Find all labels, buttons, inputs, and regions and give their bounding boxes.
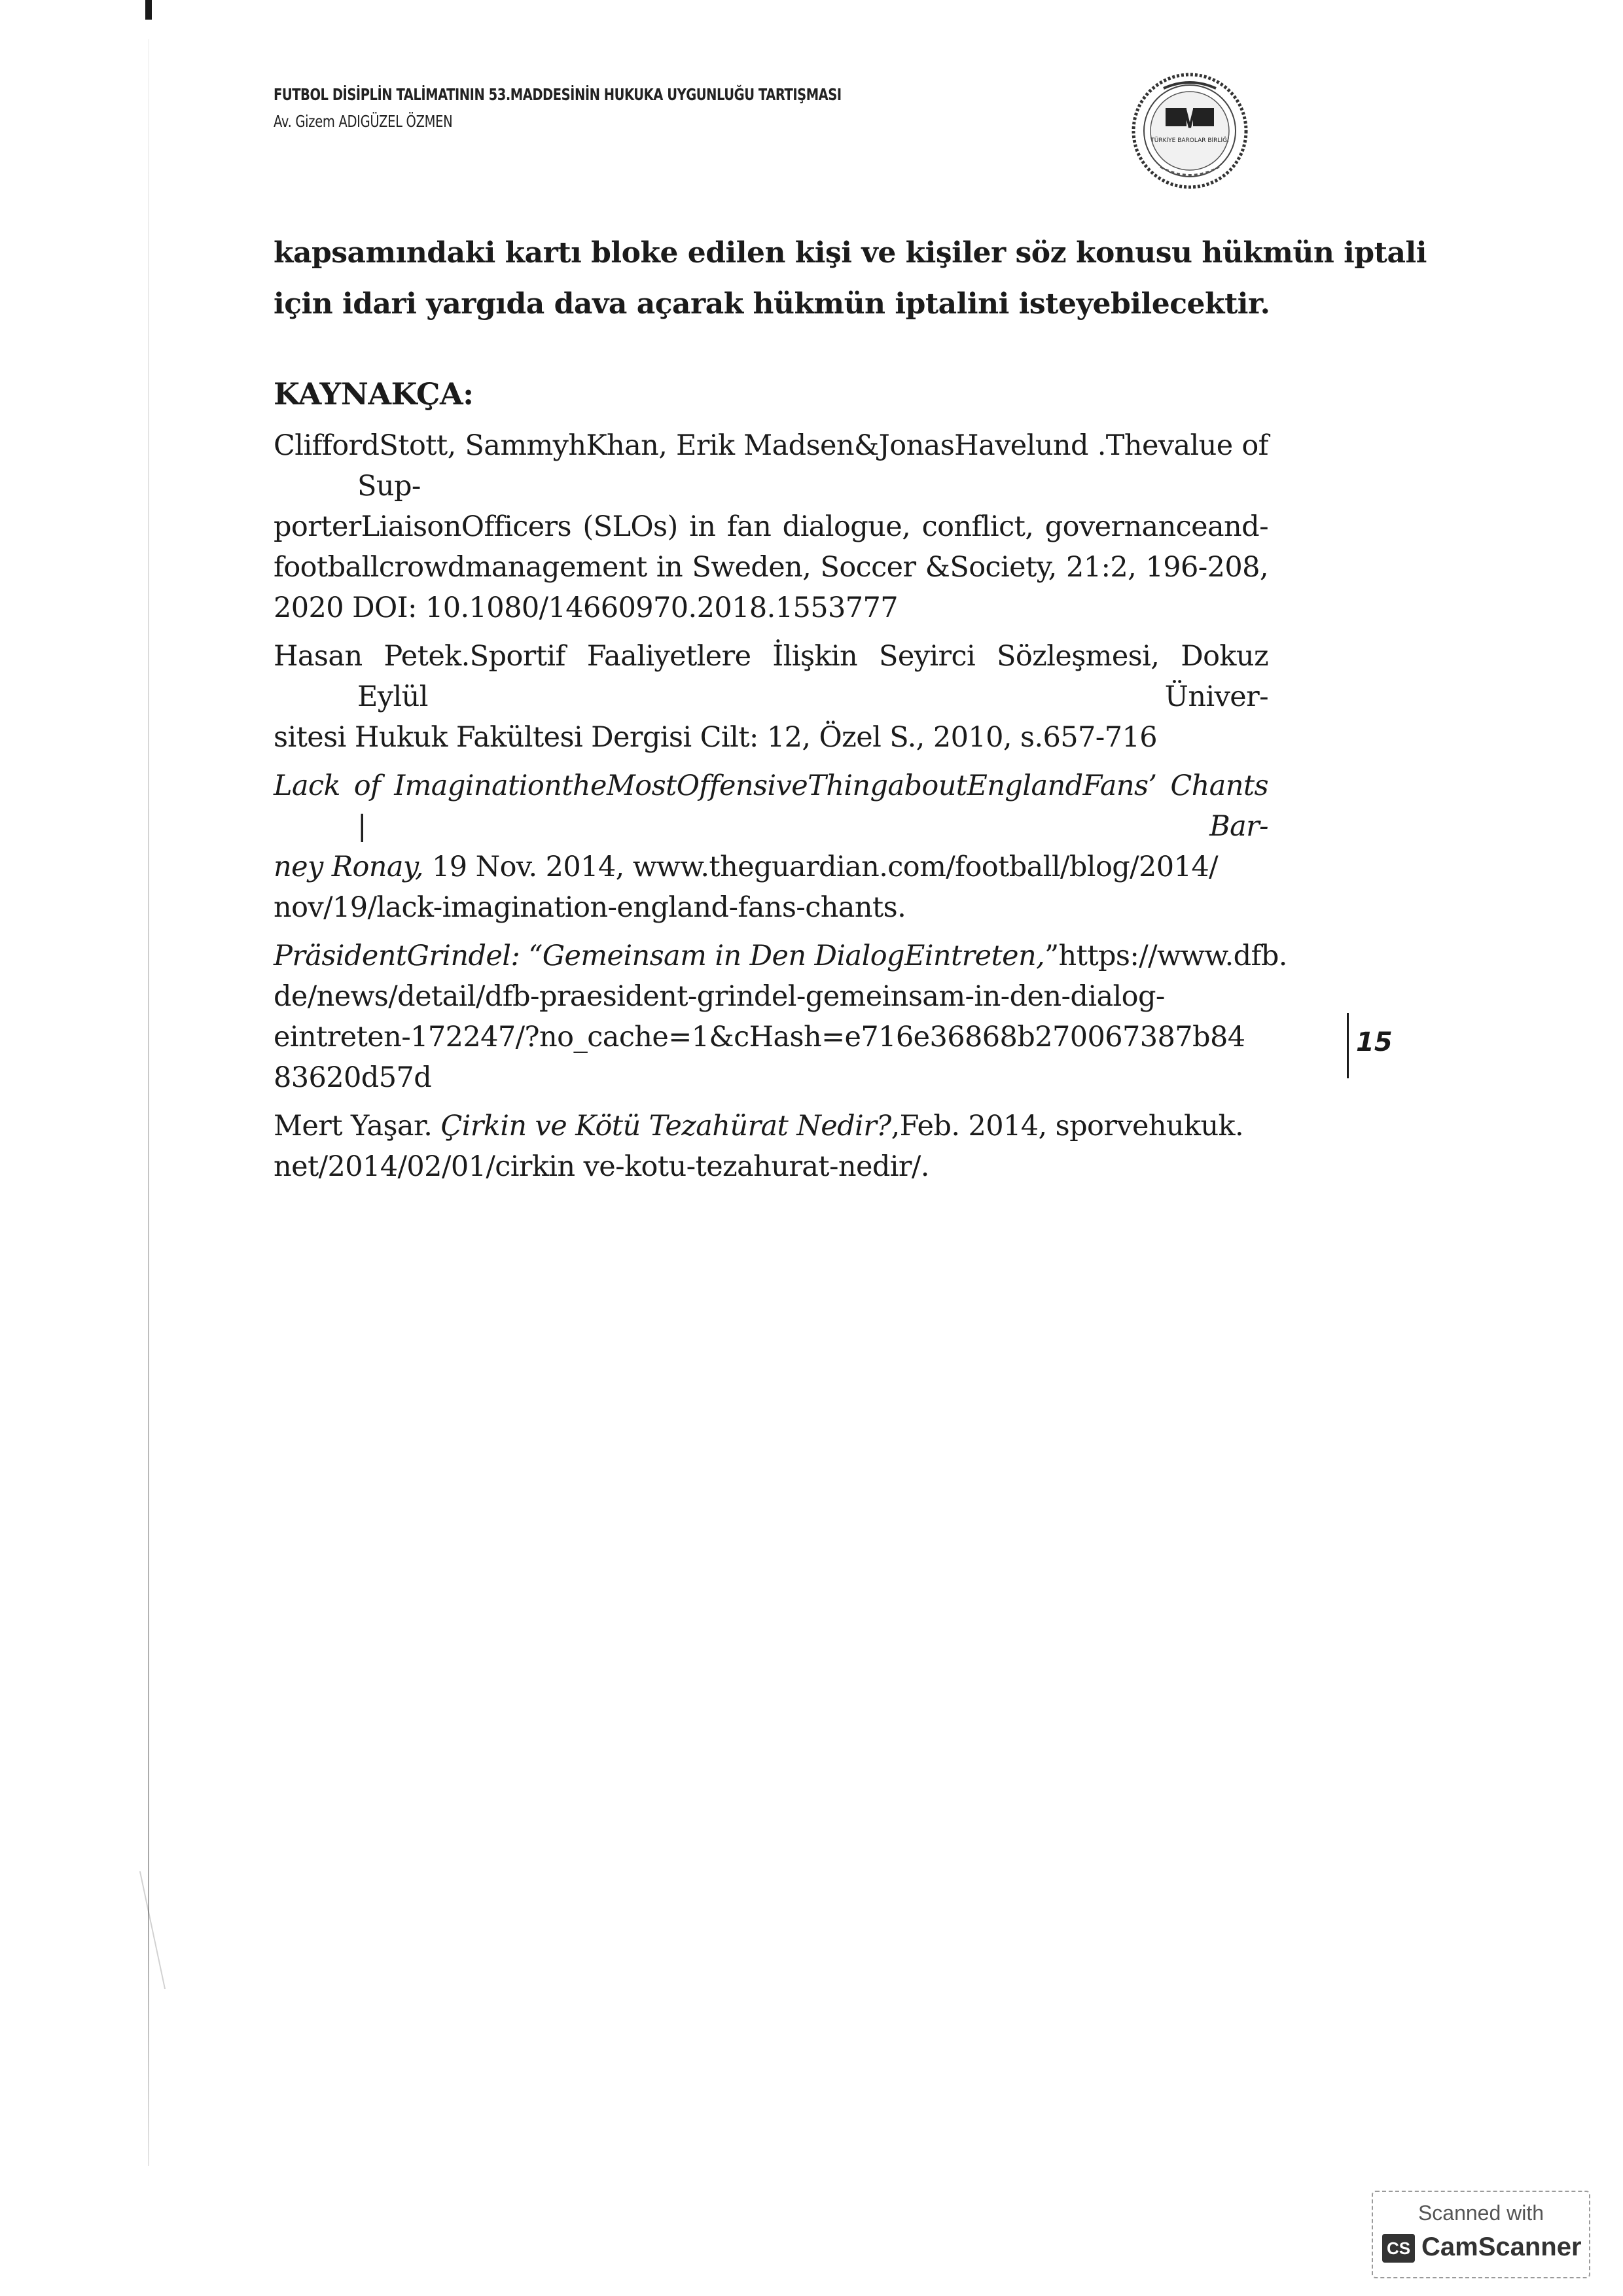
reference-author: Mert Yaşar.: [274, 1110, 441, 1142]
reference-entry: [274, 1106, 1268, 1187]
intro-paragraph: [274, 228, 1427, 330]
reference-line: 83620d57d: [274, 1061, 432, 1094]
reference-line: net/2014/02/01/cirkin ve-kotu-tezahurat-nedir/.: [274, 1150, 929, 1183]
reference-line: [274, 936, 1287, 976]
reference-text: ,Feb. 2014, sporvehukuk.: [891, 1110, 1244, 1142]
camscanner-watermark: [1372, 2191, 1590, 2278]
page-number: 15: [1356, 1027, 1393, 1057]
running-header: [274, 85, 1124, 131]
reference-text: ”https://www.dfb.: [1044, 940, 1287, 972]
reference-title-italic: Çirkin ve Kötü Tezahürat Nedir?: [440, 1110, 891, 1142]
header-author: Av. Gizem ADIGÜZEL ÖZMEN: [274, 112, 453, 131]
reference-line: footballcrowdmanagement in Sweden, Soccer &Society, 21:2, 196-208,: [274, 551, 1268, 584]
reference-line: eintreten-172247/?no_cache=1&cHash=e716e36868b270067387b84: [274, 1021, 1245, 1053]
reference-line: de/news/detail/dfb-praesident-grindel-gemeinsam-in-den-dialog-: [274, 980, 1165, 1013]
reference-text: 19 Nov. 2014, www.theguardian.com/football/blog/2014/: [423, 851, 1218, 883]
reference-line: [274, 847, 1268, 887]
reference-title-italic: Lack of ImaginationtheMostOffensiveThingaboutEnglandFans’ Chants | Bar-: [274, 769, 1268, 843]
reference-title-italic: PräsidentGrindel: “Gemeinsam in Den DialogEintreten,: [274, 940, 1045, 972]
reference-line: nov/19/lack-imagination-england-fans-chants.: [274, 891, 906, 924]
reference-line: porterLiaisonOfficers (SLOs) in fan dialogue, conflict, governanceand-: [274, 510, 1268, 543]
reference-line: [274, 766, 1268, 847]
reference-line: [274, 1106, 1268, 1146]
header-title: FUTBOL DİSİPLİN TALİMATININ 53.MADDESİNİN HUKUKA UYGUNLUĞU TARTIŞMASI: [274, 85, 842, 104]
reference-line: 2020 DOI: 10.1080/14660970.2018.1553777: [274, 592, 899, 624]
page-number-rule: [1347, 1013, 1349, 1078]
reference-line: CliffordStott, SammyhKhan, Erik Madsen&JonasHavelund .Thevalue of Sup-: [274, 429, 1268, 503]
camscanner-logo-icon: CS: [1382, 2234, 1415, 2263]
reference-line: Hasan Petek.Sportif Faaliyetlere İlişkin Seyirci Sözleşmesi, Dokuz Eylül Üniver-: [274, 640, 1268, 713]
reference-entry: [274, 636, 1268, 758]
reference-line: sitesi Hukuk Fakültesi Dergisi Cilt: 12, Özel S., 2010, s.657-716: [274, 721, 1157, 754]
page-binding-edge: [148, 39, 149, 2166]
seal-text: TÜRKİYE BAROLAR BİRLİĞİ: [1150, 137, 1229, 144]
reference-entry: [274, 936, 1287, 1098]
reference-entry: [274, 766, 1268, 928]
intro-line: kapsamındaki kartı bloke edilen kişi ve kişiler söz konusu hükmün iptali: [274, 236, 1427, 270]
reference-author-italic: ney Ronay,: [274, 851, 423, 883]
bar-association-seal-icon: [1128, 69, 1252, 193]
scanner-brand: CamScanner: [1421, 2233, 1582, 2261]
page-edge-shadow: [145, 0, 152, 20]
scanner-caption: Scanned with: [1418, 2201, 1544, 2225]
references-list: [274, 425, 1287, 1195]
intro-line: için idari yargıda dava açarak hükmün iptalini isteyebilecektir.: [274, 287, 1270, 321]
reference-entry: [274, 425, 1268, 628]
references-heading: KAYNAKÇA:: [274, 376, 474, 412]
